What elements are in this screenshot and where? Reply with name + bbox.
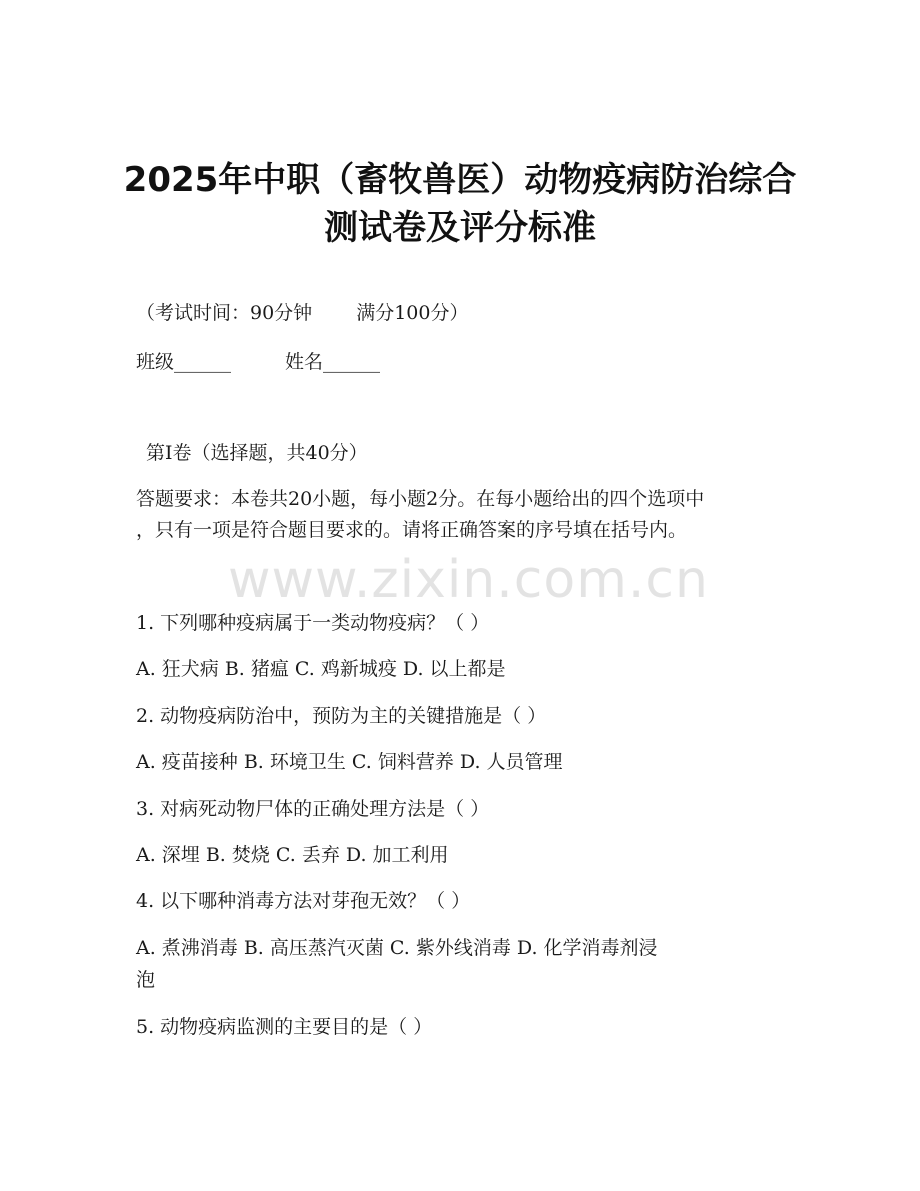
name-field: 姓名______ xyxy=(285,351,381,373)
class-field: 班级______ xyxy=(136,351,232,373)
question-1-stem: 1. 下列哪种疫病属于一类动物疫病？（ ） xyxy=(136,612,490,634)
document-title-line-2: 测试卷及评分标准 xyxy=(324,208,596,248)
exam-full-score: 满分100分） xyxy=(356,302,469,324)
question-3-stem: 3. 对病死动物尸体的正确处理方法是（ ） xyxy=(136,798,490,820)
exam-info xyxy=(136,298,796,328)
instructions-line-1: 答题要求：本卷共20小题，每小题2分。在每小题给出的四个选项中 xyxy=(136,488,705,510)
question-2-options: A. 疫苗接种 B. 环境卫生 C. 饲料营养 D. 人员管理 xyxy=(136,751,563,773)
question-5-stem: 5. 动物疫病监测的主要目的是（ ） xyxy=(136,1016,433,1038)
question-1-options: A. 狂犬病 B. 猪瘟 C. 鸡新城疫 D. 以上都是 xyxy=(136,658,506,680)
exam-time: （考试时间：90分钟 xyxy=(136,302,313,324)
question-4-options: A. 煮沸消毒 B. 高压蒸汽灭菌 C. 紫外线消毒 D. 化学消毒剂浸 xyxy=(136,937,658,959)
question-4-options-continued: 泡 xyxy=(136,969,156,991)
watermark-text: www.zixin.com.cn xyxy=(228,550,709,610)
question-4-stem: 4. 以下哪种消毒方法对芽孢无效？（ ） xyxy=(136,890,471,912)
section-title: 第I卷（选择题，共40分） xyxy=(146,442,368,464)
question-3-options: A. 深埋 B. 焚烧 C. 丢弃 D. 加工利用 xyxy=(136,844,449,866)
document-title-line-1: 2025年中职（畜牧兽医）动物疫病防治综合 xyxy=(123,160,797,200)
question-2-stem: 2. 动物疫病防治中，预防为主的关键措施是（ ） xyxy=(136,705,547,727)
instructions-line-2: ，只有一项是符合题目要求的。请将正确答案的序号填在括号内。 xyxy=(136,519,688,541)
student-fields xyxy=(136,347,796,377)
